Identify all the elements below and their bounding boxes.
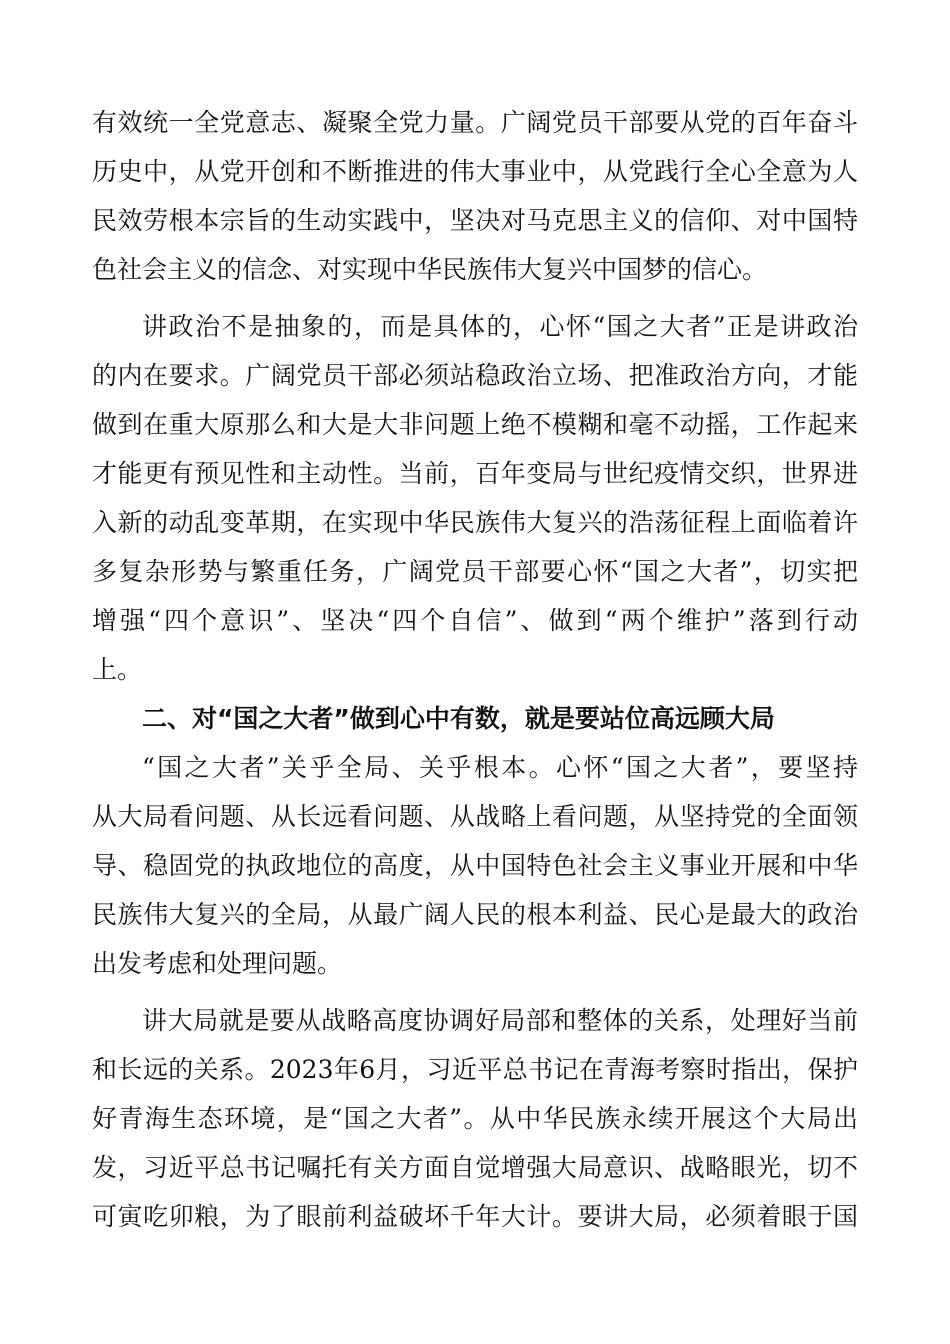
- text-line: 民效劳根本宗旨的生动实践中，坚决对马克思主义的信仰、对中国特: [92, 206, 858, 235]
- text-line: 从大局看问题、从长远看问题、从战略上看问题，从坚持党的全面领: [92, 802, 858, 831]
- text-line: 可寅吃卯粮，为了眼前利益破坏千年大计。要讲大局，必须着眼于国: [92, 1202, 858, 1231]
- text-line: 多复杂形势与繁重任务，广阔党员干部要心怀“国之大者”，切实把: [92, 557, 858, 586]
- text-line: 讲政治不是抽象的，而是具体的，心怀“国之大者”正是讲政治: [142, 312, 858, 341]
- text-line: 增强“四个意识”、坚决“四个自信”、做到“两个维护”落到行动: [92, 606, 858, 635]
- text-line: 上。: [92, 655, 143, 684]
- paragraph-gap: [92, 988, 858, 996]
- text-line: 历史中，从党开创和不断推进的伟大事业中，从党践行全心全意为人: [92, 157, 858, 186]
- text-line: 的内在要求。广阔党员干部必须站稳政治立场、把准政治方向，才能: [92, 361, 858, 390]
- text-line: 和长远的关系。2023年6月，习近平总书记在青海考察时指出，保护: [92, 1055, 859, 1084]
- text-line: 才能更有预见性和主动性。当前，百年变局与世纪疫情交织，世界进: [92, 459, 858, 488]
- text-line: 出发考虑和处理问题。: [92, 949, 343, 978]
- text-line: 讲大局就是要从战略高度协调好局部和整体的关系，处理好当前: [142, 1006, 858, 1035]
- paragraph-gap: [92, 294, 858, 302]
- text-line: 色社会主义的信念、对实现中华民族伟大复兴中国梦的信心。: [92, 255, 768, 284]
- text-line: 有效统一全党意志、凝聚全党力量。广阔党员干部要从党的百年奋斗: [92, 108, 858, 137]
- text-line: 入新的动乱变革期，在实现中华民族伟大复兴的浩荡征程上面临着许: [92, 508, 858, 537]
- section-heading: 二、对“国之大者”做到心中有数，就是要站位高远顾大局: [142, 704, 775, 733]
- text-line: “国之大者”关乎全局、关乎根本。心怀“国之大者”，要坚持: [142, 753, 858, 782]
- text-line: 发，习近平总书记嘱托有关方面自觉增强大局意识、战略眼光，切不: [92, 1153, 858, 1182]
- text-line: 导、稳固党的执政地位的高度，从中国特色社会主义事业开展和中华: [92, 851, 858, 880]
- text-line: 好青海生态环境，是“国之大者”。从中华民族永续开展这个大局出: [92, 1104, 858, 1133]
- document-page: [92, 98, 858, 1241]
- text-line: 做到在重大原那么和大是大非问题上绝不模糊和毫不动摇，工作起来: [92, 410, 858, 439]
- text-line: 民族伟大复兴的全局，从最广阔人民的根本利益、民心是最大的政治: [92, 900, 858, 929]
